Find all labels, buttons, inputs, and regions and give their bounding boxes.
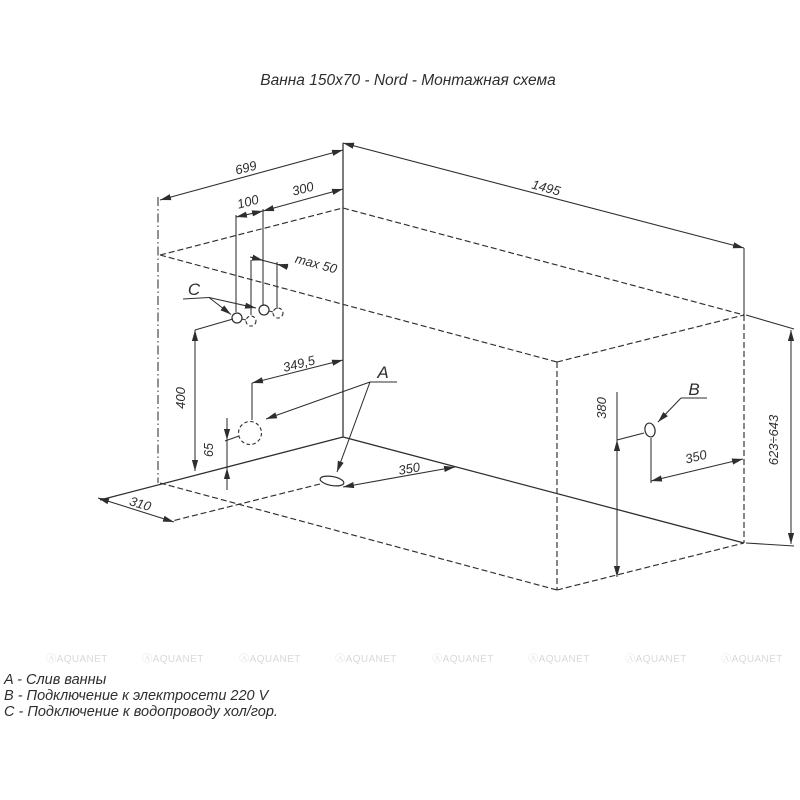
dim-350-floor-value: 350 [397,459,422,478]
extension-line-top [746,315,794,329]
dim-line-100 [236,211,263,217]
waste-outlet-hole [239,422,262,445]
label-a: A [377,363,389,382]
legend-item-a: A - Слив ванны [4,672,107,688]
extension-line-bottom [746,543,794,546]
c-pipe-1 [232,313,242,323]
dim-380-value: 380 [594,397,609,419]
reference-line [617,433,644,440]
tub-bottom-right-edge [557,543,744,590]
watermark: ⒶAQUANET [528,654,590,665]
tub-top-far-edge [343,208,744,315]
drain-a-group [98,363,455,522]
dim-arrow [277,264,288,267]
tick [269,311,273,312]
b-socket [644,422,657,438]
dim-group-water-risers [235,178,343,315]
c-pipe-2-projection [273,308,283,318]
extension-dashed-310 [172,484,320,521]
tub-top-near-edge [160,255,557,362]
dim-max50-value: max 50 [293,250,339,277]
label-c: C [187,280,201,299]
dim-349-5-value: 349,5 [281,352,317,375]
legend [3,672,278,720]
dim-rim-height [746,315,794,546]
tub-bottom-near-edge [160,483,557,590]
legend-item-b: B - Подключение к электросети 220 V [4,688,269,704]
dim-65-value: 65 [202,443,216,457]
tick [242,319,246,320]
dim-arrow [252,258,263,261]
legend-item-c: C - Подключение к водопроводу хол/гор. [4,704,278,720]
dim-1495-value: 1495 [530,176,563,199]
tub-top-left-edge [160,208,343,255]
c-pipe-1-projection [246,316,256,326]
dim-350-b-value: 350 [683,446,709,467]
room-structure [100,143,744,543]
label-b: B [688,380,700,399]
page-title: Ванна 150x70 - Nord - Монтажная схема [260,72,556,89]
dim-699-value: 699 [233,157,259,178]
watermark: ⒶAQUANET [432,654,494,665]
leader-a-outlet [266,382,370,419]
waste-outlet-group [202,352,343,490]
leader-a-drain [337,382,370,472]
watermark: ⒶAQUANET [721,654,783,665]
floor-drain-hole [319,474,344,487]
dim-100-value: 100 [235,191,261,212]
connection-b [594,380,743,577]
dim-400-value: 400 [173,387,188,409]
dim-310-value: 310 [127,493,153,515]
tub-top-right-edge [557,315,744,362]
watermark: ⒶAQUANET [335,654,397,665]
bathtub-outline [158,197,744,590]
watermark: ⒶAQUANET [239,654,301,665]
watermark: ⒶAQUANET [46,654,108,665]
watermark: ⒶAQUANET [625,654,687,665]
floor-line-left [100,437,343,500]
watermark-row [46,653,783,665]
dim-length-1495 [343,143,744,315]
leader-b [658,398,681,422]
dim-rim-value: 623÷643 [766,414,781,466]
reference-line [195,319,233,330]
dim-300-value: 300 [290,178,316,199]
dim-line [343,143,744,248]
c-pipe-2 [259,305,269,315]
watermark: ⒶAQUANET [142,654,204,665]
